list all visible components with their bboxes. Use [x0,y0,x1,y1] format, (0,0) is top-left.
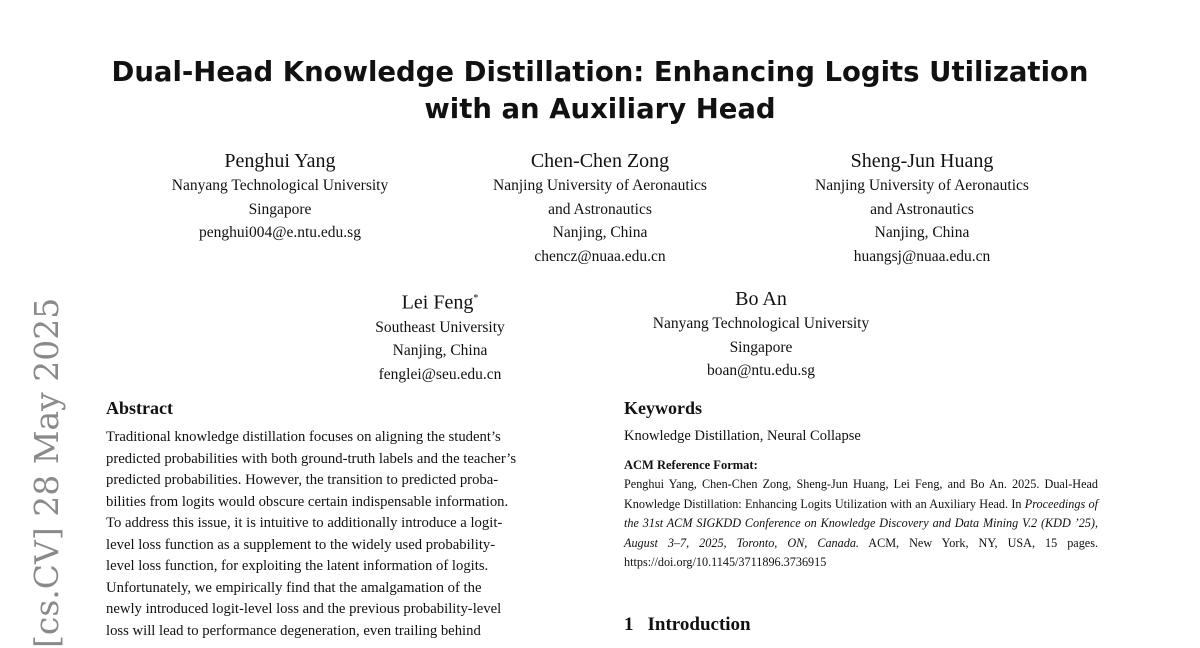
author-country: Singapore [729,338,793,356]
section-title: Introduction [647,614,751,635]
author-location: Nanjing, China [552,224,648,241]
author-block [290,286,590,386]
author-affiliation: Nanyang Technological University [652,315,870,332]
abstract-line: Traditional knowledge distillation focuses on aligning the student’s [106,429,501,445]
paper-title [60,54,1140,128]
acm-reference-part-1: Penghui Yang, Chen-Chen Zong, Sheng-Jun Huang, Lei Feng, and Bo An. 2025. Dual-Head Knowledge Distillation: Enhancing Logits Utilization with an Auxiliary Head. In [624,477,1098,511]
author-name-line [290,286,590,316]
author-email: penghui004@e.ntu.edu.sg [199,224,361,241]
author-affiliation: Nanjing University of Aeronautics [815,177,1029,194]
author-email: boan@ntu.edu.sg [706,362,816,379]
abstract-line: To address this issue, it is intuitive to additionally introduce a logit- [106,515,503,531]
author-email: fenglei@seu.edu.cn [378,365,502,383]
author-email: chencz@nuaa.edu.cn [534,247,666,265]
abstract-line: newly introduced logit-level loss and the previous probability-level [106,601,502,617]
author-affiliation: Nanyang Technological University [171,177,389,194]
author-block [611,286,911,383]
author-affiliation-cont: and Astronautics [870,200,974,218]
abstract-line: loss will lead to performance degeneration, even trailing behind [106,622,481,639]
author-name: Sheng-Jun Huang [850,150,994,172]
title-line-1: Dual-Head Knowledge Distillation: Enhancing Logits Utilization [111,56,1089,88]
author-location: Nanjing, China [874,224,970,241]
acm-reference-venue: Proceedings of the 31st ACM SIGKDD Conference on Knowledge Discovery and Data Mining V.2 (KDD ’25), August 3–7, 2025, Toronto, ON, Canada. [624,496,1098,550]
arxiv-stamp: [cs.CV] 28 May 2025 [27,297,66,648]
abstract-line: Unfortunately, we empirically find that the amalgamation of the [106,579,482,596]
author-name: Lei Feng [401,291,474,314]
author-affiliation-cont: and Astronautics [548,200,652,218]
author-affiliation: Southeast University [375,318,505,336]
abstract-line: bilities from logits would obscure certain indispensable information. [106,493,509,510]
introduction-heading [624,614,751,636]
author-block [450,148,750,268]
acm-reference-text [624,475,1098,573]
title-line-2: with an Auxiliary Head [424,93,776,125]
abstract-line: level loss function, for exploiting the latent information of logits. [106,558,489,574]
acm-reference-part-2: ACM, New York, NY, USA, 15 pages. https://doi.org/10.1145/3711896.3736915 [624,535,1099,569]
author-name: Bo An [735,288,787,310]
abstract-heading: Abstract [106,398,173,418]
keywords-text: Knowledge Distillation, Neural Collapse [624,428,861,444]
author-block [772,148,1072,268]
corresponding-mark: * [473,293,479,304]
author-name: Chen-Chen Zong [530,150,670,172]
abstract-line: predicted probabilities. However, the transition to predicted proba- [106,472,499,488]
keywords-heading: Keywords [624,398,702,418]
abstract-line: level loss function as a supplement to the widely used probability- [106,536,496,553]
author-affiliation: Nanjing University of Aeronautics [493,177,707,194]
author-block [130,148,430,245]
acm-reference-heading: ACM Reference Format: [624,458,758,472]
abstract-line: predicted probabilities with both ground-truth labels and the teacher’s [106,450,517,467]
section-number: 1 [624,614,634,635]
author-location: Nanjing, China [392,342,488,360]
author-name: Penghui Yang [224,150,336,172]
abstract-body [106,427,592,642]
author-email: huangsj@nuaa.edu.cn [853,247,991,265]
author-country: Singapore [248,200,312,218]
